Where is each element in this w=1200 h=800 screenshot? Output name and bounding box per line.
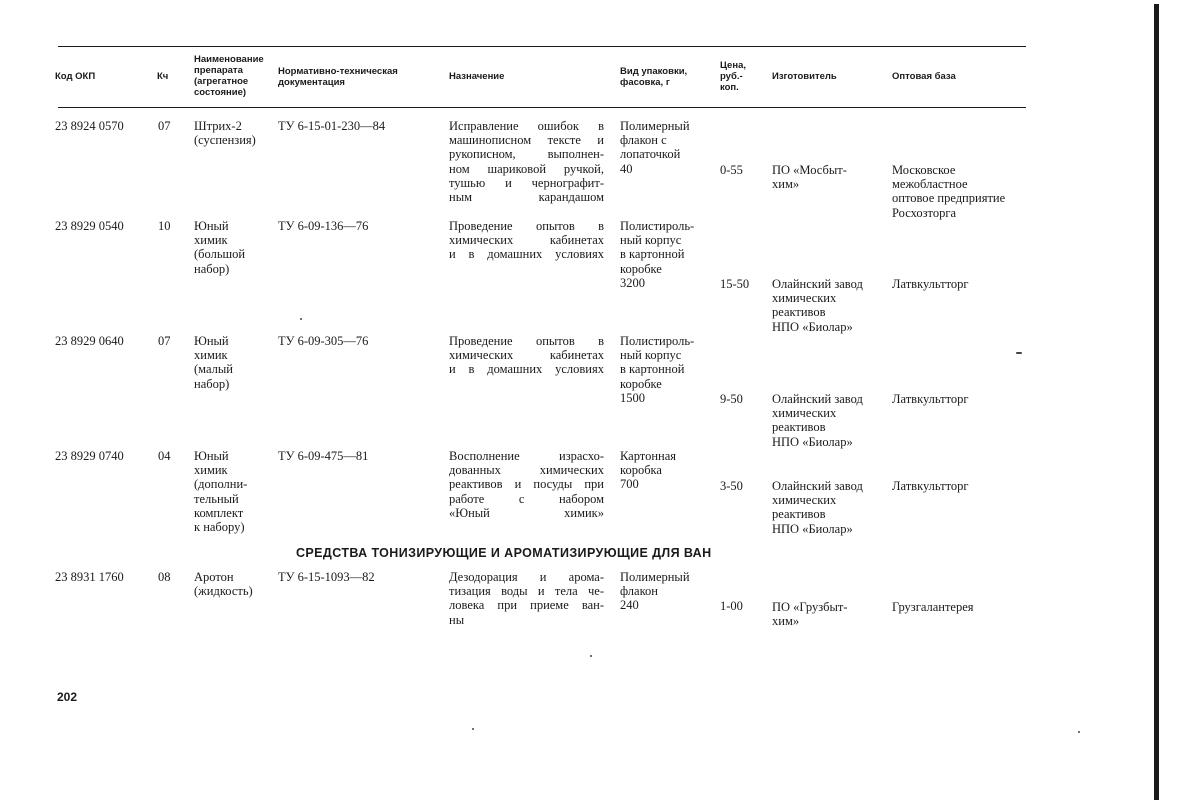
- cell-base: Латвкультторг: [892, 392, 969, 406]
- section-heading: СРЕДСТВА ТОНИЗИРУЮЩИЕ И АРОМАТИЗИРУЮЩИЕ ДЛЯ ВАН: [296, 546, 712, 560]
- cell-pack: Картонная коробка 700: [620, 449, 677, 492]
- header-code: Код ОКП: [55, 71, 96, 82]
- cell-pack: Полимерный флакон 240: [620, 570, 690, 613]
- header-docs: Нормативно-техническая документация: [278, 66, 398, 88]
- cell-price: 9-50: [720, 392, 743, 406]
- cell-purpose: Дезодорация и арома- тизация воды и тела че- ловека при приеме ван- ны: [449, 570, 604, 627]
- scan-speck: [300, 318, 302, 320]
- cell-name: Юный химик (дополни- тельный комплект к набору): [194, 449, 248, 535]
- cell-code: 23 8929 0740: [55, 449, 124, 463]
- cell-purpose: Исправление ошибок в машинописном тексте и рукописном, выполнен- ном шариковой ручкой, тушью и чернографит- ным карандашом: [449, 119, 604, 205]
- cell-name: Аротон (жидкость): [194, 570, 253, 599]
- cell-maker: Олайнский завод химических реактивов НПО «Биолар»: [772, 479, 863, 536]
- cell-base: Грузгалантерея: [892, 600, 974, 614]
- cell-price: 3-50: [720, 479, 743, 493]
- cell-kch: 07: [158, 119, 171, 133]
- cell-maker: ПО «Грузбыт- хим»: [772, 600, 848, 629]
- cell-pack: Полистироль- ный корпус в картонной коробке 3200: [620, 219, 695, 290]
- cell-code: 23 8929 0640: [55, 334, 124, 348]
- cell-docs: ТУ 6-15-1093—82: [278, 570, 375, 584]
- cell-code: 23 8931 1760: [55, 570, 124, 584]
- table-top-rule: [58, 46, 1026, 47]
- scan-speck: [1016, 352, 1022, 354]
- cell-price: 1-00: [720, 599, 743, 613]
- cell-kch: 07: [158, 334, 171, 348]
- cell-docs: ТУ 6-09-475—81: [278, 449, 369, 463]
- cell-docs: ТУ 6-09-305—76: [278, 334, 369, 348]
- cell-code: 23 8929 0540: [55, 219, 124, 233]
- cell-name: Штрих-2 (суспензия): [194, 119, 256, 148]
- cell-kch: 04: [158, 449, 171, 463]
- cell-pack: Полимерный флакон с лопаточкой 40: [620, 119, 690, 176]
- cell-pack: Полистироль- ный корпус в картонной коробке 1500: [620, 334, 695, 405]
- scan-speck: [1078, 731, 1080, 733]
- page-number: 202: [57, 690, 78, 704]
- cell-docs: ТУ 6-09-136—76: [278, 219, 369, 233]
- cell-docs: ТУ 6-15-01-230—84: [278, 119, 386, 133]
- cell-maker: ПО «Мосбыт- хим»: [772, 163, 847, 192]
- scan-edge-shadow: [1154, 4, 1159, 800]
- cell-name: Юный химик (малый набор): [194, 334, 233, 391]
- cell-base: Московское межобластное оптовое предприятие Росхозторга: [892, 163, 1006, 220]
- header-pack: Вид упаковки, фасовка, г: [620, 66, 688, 88]
- scan-speck: [590, 655, 592, 657]
- cell-purpose: Проведение опытов в химических кабинетах и в домашних условиях: [449, 334, 604, 377]
- header-maker: Изготовитель: [772, 71, 837, 82]
- table-header-rule: [58, 107, 1026, 108]
- header-kch: Кч: [157, 71, 169, 82]
- header-base: Оптовая база: [892, 71, 956, 82]
- header-name: Наименование препарата (агрегатное состояние): [194, 54, 264, 98]
- cell-maker: Олайнский завод химических реактивов НПО «Биолар»: [772, 277, 863, 334]
- scan-speck: [472, 728, 474, 730]
- cell-code: 23 8924 0570: [55, 119, 124, 133]
- cell-base: Латвкультторг: [892, 479, 969, 493]
- header-price: Цена, руб.- коп.: [720, 60, 746, 93]
- cell-kch: 10: [158, 219, 171, 233]
- cell-purpose: Восполнение израсхо- дованных химических реактивов и посуды при работе с набором «Юный химик»: [449, 449, 604, 520]
- header-purpose: Назначение: [449, 71, 505, 82]
- cell-base: Латвкультторг: [892, 277, 969, 291]
- cell-price: 0-55: [720, 163, 743, 177]
- cell-name: Юный химик (большой набор): [194, 219, 246, 276]
- cell-price: 15-50: [720, 277, 750, 291]
- cell-maker: Олайнский завод химических реактивов НПО «Биолар»: [772, 392, 863, 449]
- cell-purpose: Проведение опытов в химических кабинетах и в домашних условиях: [449, 219, 604, 262]
- cell-kch: 08: [158, 570, 171, 584]
